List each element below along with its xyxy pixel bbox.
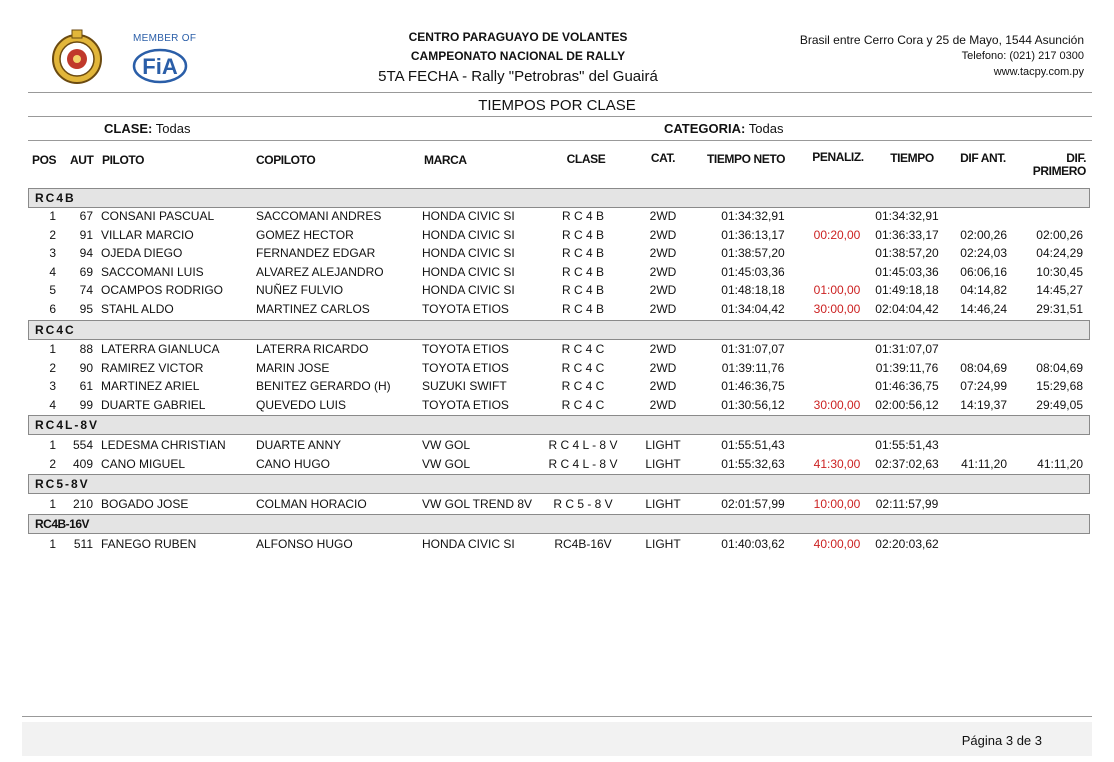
cell-marca: VW GOL	[422, 456, 471, 471]
cell-aut: 67	[79, 209, 93, 223]
address: Brasil entre Cerro Cora y 25 de Mayo, 1544 Asunción	[799, 33, 1084, 47]
cell-tiempo: 01:31:07,07	[875, 342, 939, 356]
website: www.tacpy.com.py	[993, 66, 1084, 78]
member-of-label: MEMBER OF	[133, 33, 197, 44]
table-row	[0, 495, 1114, 513]
cell-piloto: FANEGO RUBEN	[101, 537, 197, 551]
cell-marca: VW GOL	[422, 438, 471, 452]
cell-tiempo: 01:46:36,75	[875, 379, 939, 394]
cell-dif-ant: 08:04,69	[960, 360, 1007, 375]
cell-pen: 10:00,00	[813, 497, 861, 511]
cell-tiempo: 01:38:57,20	[875, 246, 939, 261]
cell-neto: 01:46:36,75	[721, 379, 785, 394]
col-pos: POS	[32, 153, 57, 167]
cell-aut: 90	[79, 360, 93, 375]
cell-piloto: OJEDA DIEGO	[101, 246, 183, 261]
cell-clase: R C 4 C	[561, 397, 605, 412]
cell-copiloto: BENITEZ GERARDO (H)	[256, 379, 391, 394]
cell-aut: 69	[79, 264, 93, 279]
event-title: 5TA FECHA - Rally "Petrobras" del Guairá	[378, 68, 658, 85]
cell-marca: HONDA CIVIC SI	[422, 227, 515, 242]
cell-cat: LIGHT	[645, 537, 681, 551]
table-row	[0, 226, 1114, 244]
cell-dif-primero: 14:45,27	[1036, 283, 1083, 298]
class-group-header: RC4B	[28, 188, 1090, 208]
cell-cat: 2WD	[649, 379, 677, 394]
cell-marca: TOYOTA ETIOS	[422, 342, 509, 356]
col-penaliz: PENALIZ.	[812, 150, 864, 164]
cell-cat: LIGHT	[645, 497, 681, 511]
cell-piloto: CONSANI PASCUAL	[101, 209, 215, 223]
table-row	[0, 340, 1114, 358]
cell-cat: 2WD	[649, 283, 677, 298]
cell-tiempo: 01:45:03,36	[875, 264, 939, 279]
table-row	[0, 207, 1114, 225]
cell-piloto: MARTINEZ ARIEL	[101, 379, 200, 394]
cpv-club-logo	[50, 28, 104, 86]
cell-aut: 61	[79, 379, 93, 394]
col-tiempo: TIEMPO	[890, 151, 934, 165]
cell-cat: 2WD	[649, 302, 677, 316]
table-row	[0, 244, 1114, 262]
col-marca: MARCA	[424, 153, 467, 167]
cell-neto: 01:55:32,63	[721, 456, 785, 471]
col-cat: CAT.	[650, 151, 676, 165]
cell-neto: 01:39:11,76	[721, 360, 785, 375]
cell-aut: 88	[79, 342, 93, 356]
cell-aut: 210	[72, 497, 93, 511]
cell-cat: 2WD	[649, 246, 677, 261]
cell-dif-primero: 08:04,69	[1036, 360, 1083, 375]
cell-dif-primero: 29:31,51	[1036, 302, 1083, 316]
col-copiloto: COPILOTO	[256, 153, 316, 167]
cell-cat: 2WD	[649, 209, 677, 223]
cell-dif-primero: 41:11,20	[1037, 456, 1083, 471]
table-row	[0, 281, 1114, 299]
cell-dif-ant: 02:00,26	[960, 227, 1007, 242]
cell-cat: 2WD	[649, 360, 677, 375]
col-clase: CLASE	[566, 152, 606, 166]
cell-marca: TOYOTA ETIOS	[422, 360, 509, 375]
cell-marca: HONDA CIVIC SI	[422, 209, 515, 223]
cell-clase: R C 5 - 8 V	[553, 497, 613, 511]
cell-aut: 91	[79, 227, 93, 242]
cell-clase: R C 4 C	[561, 360, 605, 375]
table-row	[0, 436, 1114, 454]
table-row	[0, 535, 1114, 553]
cell-dif-ant: 14:46,24	[960, 302, 1007, 316]
col-dif-ant: DIF ANT.	[960, 151, 1006, 165]
cell-tiempo: 02:20:03,62	[875, 537, 939, 551]
cell-neto: 02:01:57,99	[721, 497, 785, 511]
cell-aut: 511	[73, 537, 93, 551]
cell-clase: R C 4 B	[561, 302, 604, 316]
cell-tiempo: 02:37:02,63	[875, 456, 939, 471]
cell-tiempo: 02:04:04,42	[875, 302, 939, 316]
cell-marca: HONDA CIVIC SI	[422, 537, 515, 551]
cell-pos: 1	[49, 438, 56, 452]
cell-copiloto: GOMEZ HECTOR	[256, 227, 354, 242]
cell-tiempo: 01:55:51,43	[875, 438, 939, 452]
cell-tiempo: 01:49:18,18	[875, 283, 939, 298]
cell-neto: 01:30:56,12	[721, 397, 785, 412]
cell-piloto: VILLAR MARCIO	[101, 227, 194, 242]
cell-clase: R C 4 L - 8 V	[548, 456, 618, 471]
cell-pos: 6	[49, 302, 56, 316]
col-dif-primero-line1: DIF.	[1066, 151, 1086, 165]
cell-dif-ant: 41:11,20	[961, 456, 1007, 471]
contact-block	[800, 32, 1084, 80]
cell-pen: 40:00,00	[813, 537, 861, 551]
cell-aut: 95	[79, 302, 93, 316]
cell-clase: R C 4 B	[561, 264, 604, 279]
cell-piloto: STAHL ALDO	[101, 302, 174, 316]
cell-pos: 5	[49, 283, 56, 298]
championship-name: CAMPEONATO NACIONAL DE RALLY	[410, 49, 626, 63]
cell-copiloto: LATERRA RICARDO	[256, 342, 369, 356]
cell-dif-primero: 02:00,26	[1036, 227, 1083, 242]
cell-pos: 3	[49, 246, 56, 261]
cell-marca: VW GOL TREND 8V	[422, 497, 533, 511]
cell-dif-primero: 29:49,05	[1036, 397, 1083, 412]
cell-marca: HONDA CIVIC SI	[422, 246, 515, 261]
cell-copiloto: SACCOMANI ANDRES	[256, 209, 382, 223]
cell-dif-ant: 07:24,99	[960, 379, 1007, 394]
cell-dif-ant: 04:14,82	[960, 283, 1007, 298]
fia-logo	[132, 48, 188, 84]
page-number: Página 3 de 3	[961, 733, 1042, 748]
cell-copiloto: FERNANDEZ EDGAR	[256, 246, 376, 261]
cell-aut: 94	[79, 246, 93, 261]
class-group-header: RC4C	[28, 320, 1090, 340]
cell-clase: R C 4 C	[561, 379, 605, 394]
clase-filter-value: Todas	[155, 121, 191, 136]
cell-pos: 1	[49, 342, 56, 356]
cell-aut: 99	[79, 397, 93, 412]
filters-divider	[28, 140, 1092, 141]
cell-tiempo: 01:39:11,76	[875, 360, 939, 375]
cell-marca: TOYOTA ETIOS	[422, 302, 509, 316]
report-subtitle: TIEMPOS POR CLASE	[478, 97, 636, 114]
cell-dif-primero: 10:30,45	[1036, 264, 1083, 279]
cell-copiloto: MARTINEZ CARLOS	[256, 302, 370, 316]
cell-aut: 554	[72, 438, 93, 452]
cell-cat: LIGHT	[645, 438, 681, 452]
cell-piloto: LATERRA GIANLUCA	[101, 342, 220, 356]
cell-dif-ant: 06:06,16	[960, 264, 1007, 279]
col-aut: AUT	[70, 153, 94, 167]
cell-pos: 1	[49, 209, 56, 223]
cell-pos: 2	[49, 227, 56, 242]
cell-copiloto: ALFONSO HUGO	[256, 537, 353, 551]
categoria-filter-label: CATEGORIA:	[664, 121, 746, 136]
cell-clase: R C 4 B	[561, 246, 604, 261]
categoria-filter	[664, 121, 783, 136]
fia-logo-text: FiA	[142, 54, 178, 79]
cell-dif-primero: 04:24,29	[1036, 246, 1083, 261]
cell-pos: 2	[49, 360, 56, 375]
cell-pen: 30:00,00	[813, 397, 861, 412]
col-tiempo-neto: TIEMPO NETO	[706, 152, 786, 166]
cell-pen: 30:00,00	[813, 302, 861, 316]
cell-dif-ant: 14:19,37	[960, 397, 1007, 412]
cell-copiloto: DUARTE ANNY	[256, 438, 342, 452]
cell-piloto: RAMIREZ VICTOR	[101, 360, 204, 375]
cell-clase: R C 4 B	[561, 209, 604, 223]
cell-piloto: OCAMPOS RODRIGO	[101, 283, 224, 298]
cell-clase: R C 4 B	[561, 283, 604, 298]
cell-pos: 3	[49, 379, 56, 394]
cell-cat: LIGHT	[645, 456, 681, 471]
footer-bar	[22, 722, 1092, 756]
class-group-header: RC4L-8V	[28, 415, 1090, 435]
cell-clase: R C 4 L - 8 V	[548, 438, 618, 452]
cell-cat: 2WD	[649, 264, 677, 279]
cell-pen: 01:00,00	[813, 283, 861, 298]
col-dif-primero	[1020, 152, 1086, 178]
cell-marca: SUZUKI SWIFT	[422, 379, 507, 394]
cell-copiloto: CANO HUGO	[256, 456, 331, 471]
cell-tiempo: 01:36:33,17	[875, 227, 939, 242]
cell-aut: 409	[72, 456, 93, 471]
table-row	[0, 396, 1114, 414]
cell-neto: 01:38:57,20	[721, 246, 785, 261]
cell-clase: RC4B-16V	[554, 537, 612, 551]
cell-copiloto: ALVAREZ ALEJANDRO	[256, 264, 384, 279]
cell-pos: 4	[49, 397, 56, 412]
cell-clase: R C 4 B	[561, 227, 604, 242]
cell-neto: 01:40:03,62	[721, 537, 785, 551]
cell-neto: 01:34:32,91	[721, 209, 785, 223]
cell-pos: 2	[49, 456, 56, 471]
cell-tiempo: 02:00:56,12	[875, 397, 939, 412]
table-row	[0, 359, 1114, 377]
cell-dif-ant: 02:24,03	[960, 246, 1007, 261]
clase-filter-label: CLASE:	[104, 121, 153, 136]
cell-tiempo: 02:11:57,99	[875, 497, 939, 511]
cell-cat: 2WD	[649, 227, 677, 242]
class-group-header: RC4B-16V	[28, 514, 1090, 534]
col-dif-primero-line2: PRIMERO	[1032, 164, 1086, 178]
cell-neto: 01:36:13,17	[721, 227, 785, 242]
table-row	[0, 263, 1114, 281]
col-piloto: PILOTO	[102, 153, 145, 167]
cell-neto: 01:48:18,18	[721, 283, 785, 298]
class-group-header: RC5-8V	[28, 474, 1090, 494]
cell-marca: TOYOTA ETIOS	[422, 397, 509, 412]
cell-copiloto: COLMAN HORACIO	[256, 497, 367, 511]
cell-pos: 1	[49, 537, 56, 551]
cell-tiempo: 01:34:32,91	[875, 209, 939, 223]
clase-filter	[104, 121, 190, 136]
cell-cat: 2WD	[649, 342, 677, 356]
cell-copiloto: MARIN JOSE	[256, 360, 330, 375]
cell-piloto: SACCOMANI LUIS	[101, 264, 204, 279]
cell-piloto: LEDESMA CHRISTIAN	[101, 438, 226, 452]
cell-marca: HONDA CIVIC SI	[422, 264, 515, 279]
cell-neto: 01:45:03,36	[721, 264, 785, 279]
cell-piloto: BOGADO JOSE	[101, 497, 189, 511]
cell-clase: R C 4 C	[561, 342, 605, 356]
cell-aut: 74	[79, 283, 93, 298]
phone: Telefono: (021) 217 0300	[961, 50, 1084, 62]
cell-pos: 4	[49, 264, 56, 279]
footer-divider	[22, 716, 1092, 717]
categoria-filter-value: Todas	[748, 121, 784, 136]
cell-piloto: CANO MIGUEL	[101, 456, 186, 471]
cell-dif-primero: 15:29,68	[1036, 379, 1083, 394]
cell-pen: 41:30,00	[813, 456, 861, 471]
subtitle-divider	[28, 116, 1092, 117]
cell-piloto: DUARTE GABRIEL	[101, 397, 206, 412]
cell-copiloto: QUEVEDO LUIS	[256, 397, 347, 412]
header-divider	[28, 92, 1092, 93]
cell-neto: 01:34:04,42	[721, 302, 785, 316]
cell-copiloto: NUÑEZ FULVIO	[256, 283, 344, 298]
cell-marca: HONDA CIVIC SI	[422, 283, 515, 298]
cell-neto: 01:31:07,07	[721, 342, 785, 356]
cell-neto: 01:55:51,43	[721, 438, 785, 452]
table-row	[0, 377, 1114, 395]
cell-pos: 1	[49, 497, 56, 511]
table-row	[0, 455, 1114, 473]
cell-pen: 00:20,00	[813, 227, 861, 242]
org-name: CENTRO PARAGUAYO DE VOLANTES	[408, 30, 628, 44]
cell-cat: 2WD	[649, 397, 677, 412]
table-row	[0, 300, 1114, 318]
